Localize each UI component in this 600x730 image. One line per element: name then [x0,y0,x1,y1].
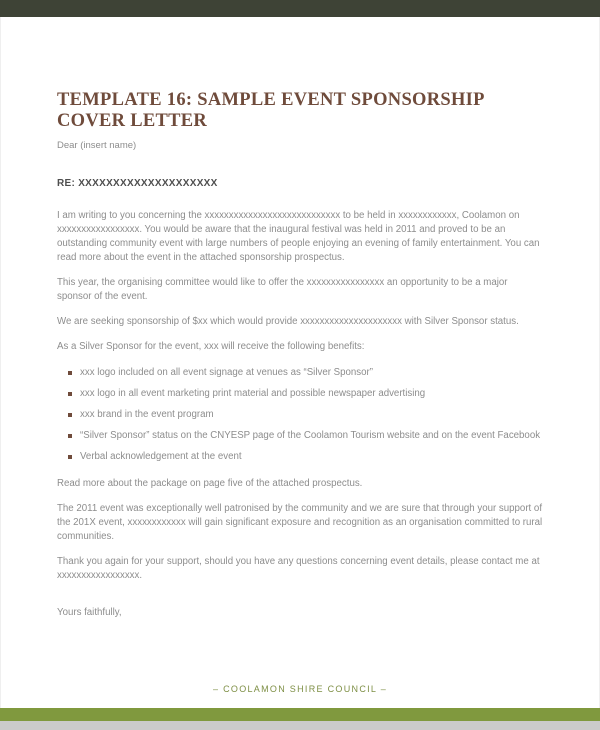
benefit-item [68,408,544,422]
signoff: Yours faithfully, [57,607,122,619]
bottom-green-bar [0,708,600,721]
benefit-item [68,450,544,464]
paragraph-closing-3: Thank you again for your support, should you have any questions concerning event details, please contact me at xxxxxxxxxxxxxxxxx. [57,556,540,582]
benefit-item [68,387,544,401]
benefit-item-text: xxx brand in the event program [80,408,214,420]
benefit-item [68,366,544,380]
benefit-item-text: xxx logo included on all event signage at venues as “Silver Sponsor” [80,366,373,378]
page-title-line-2: COVER LETTER [57,111,208,131]
bottom-gray-strip [0,721,600,730]
salutation: Dear (insert name) [57,140,137,151]
bullet-square-icon [68,392,72,396]
benefits-list [68,366,544,464]
bullet-square-icon [68,434,72,438]
benefit-item-text: Verbal acknowledgement at the event [80,450,242,462]
bullet-square-icon [68,413,72,417]
paragraph-intro-4: As a Silver Sponsor for the event, xxx will receive the following benefits: [57,341,365,353]
paragraph-closing-1: Read more about the package on page five of the attached prospectus. [57,477,363,489]
top-accent-bar [0,0,600,17]
page-title-line-1: TEMPLATE 16: SAMPLE EVENT SPONSORSHIP [57,90,485,110]
paragraph-closing-2: The 2011 event was exceptionally well patronised by the community and we are sure that through your support of the 201X event, xxxxxxxxxxxx will gain significant exposure and recognition as an organisation committed to rural communities. [57,502,543,542]
paragraph-intro-3: We are seeking sponsorship of $xx which would provide xxxxxxxxxxxxxxxxxxxxx with Silver Sponsor status. [57,316,519,328]
paragraph-intro-1: I am writing to you concerning the xxxxxxxxxxxxxxxxxxxxxxxxxxxx to be held in xxxxxxxxxxxx, Coolamon on xxxxxxxxxxxxxxxxx. You would be aware that the inaugural festival was held in 2011 and proved to be an outstanding community event with large numbers of people enjoying an evening of family entertainment. You can read more about the event in the attached sponsorship prospectus. [57,210,540,264]
footer-council-name: – COOLAMON SHIRE COUNCIL – [213,684,387,694]
benefit-item-text: “Silver Sponsor” status on the CNYESP page of the Coolamon Tourism website and on the event Facebook [80,429,541,441]
bullet-square-icon [68,455,72,459]
page-title [57,90,544,132]
benefit-item-text: xxx logo in all event marketing print material and possible newspaper advertising [80,387,426,399]
benefit-item [68,429,544,443]
paragraph-intro-2: This year, the organising committee would like to offer the xxxxxxxxxxxxxxxx an opportunity to be a major sponsor of the event. [57,277,508,303]
re-subject-line: RE: XXXXXXXXXXXXXXXXXXXX [57,178,218,189]
bullet-square-icon [68,371,72,375]
letter-content [57,90,544,618]
